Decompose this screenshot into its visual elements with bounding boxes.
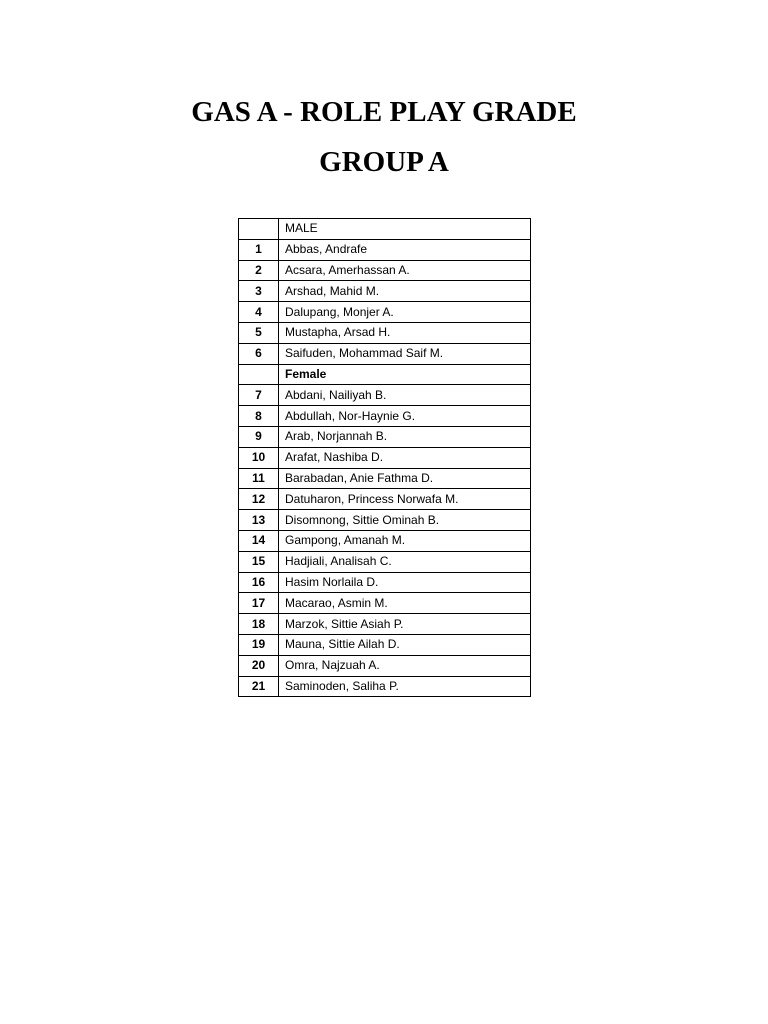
student-name: Macarao, Asmin M. <box>279 593 531 614</box>
table-row <box>239 614 531 635</box>
student-roster-table <box>238 218 531 697</box>
table-row <box>239 676 531 697</box>
table-row <box>239 572 531 593</box>
table-row <box>239 426 531 447</box>
row-number: 19 <box>239 634 279 655</box>
row-number: 11 <box>239 468 279 489</box>
student-name: Datuharon, Princess Norwafa M. <box>279 489 531 510</box>
female-section-header <box>239 364 531 385</box>
row-number: 16 <box>239 572 279 593</box>
table-row <box>239 260 531 281</box>
table-row <box>239 239 531 260</box>
table-row <box>239 510 531 531</box>
row-number: 1 <box>239 239 279 260</box>
student-name: Acsara, Amerhassan A. <box>279 260 531 281</box>
student-name: Hadjiali, Analisah C. <box>279 551 531 572</box>
student-name: Gampong, Amanah M. <box>279 530 531 551</box>
student-name: Arshad, Mahid M. <box>279 281 531 302</box>
student-name: Mustapha, Arsad H. <box>279 322 531 343</box>
female-header-label: Female <box>279 364 531 385</box>
table-row <box>239 322 531 343</box>
student-name: Arab, Norjannah B. <box>279 426 531 447</box>
student-name: Arafat, Nashiba D. <box>279 447 531 468</box>
section-number-cell <box>239 364 279 385</box>
male-section-header <box>239 219 531 240</box>
student-name: Saminoden, Saliha P. <box>279 676 531 697</box>
student-name: Saifuden, Mohammad Saif M. <box>279 343 531 364</box>
student-name: Mauna, Sittie Ailah D. <box>279 634 531 655</box>
row-number: 9 <box>239 426 279 447</box>
row-number: 3 <box>239 281 279 302</box>
roster-body <box>239 219 531 697</box>
student-name: Dalupang, Monjer A. <box>279 302 531 323</box>
row-number: 5 <box>239 322 279 343</box>
table-row <box>239 593 531 614</box>
row-number: 10 <box>239 447 279 468</box>
table-row <box>239 281 531 302</box>
student-name: Abdullah, Nor-Haynie G. <box>279 406 531 427</box>
group-subtitle: GROUP A <box>319 146 449 178</box>
student-name: Hasim Norlaila D. <box>279 572 531 593</box>
student-name: Barabadan, Anie Fathma D. <box>279 468 531 489</box>
row-number: 15 <box>239 551 279 572</box>
row-number: 6 <box>239 343 279 364</box>
table-row <box>239 551 531 572</box>
row-number: 7 <box>239 385 279 406</box>
table-row <box>239 406 531 427</box>
male-header-label: MALE <box>279 219 531 240</box>
table-row <box>239 447 531 468</box>
student-name: Marzok, Sittie Asiah P. <box>279 614 531 635</box>
student-name: Omra, Najzuah A. <box>279 655 531 676</box>
table-row <box>239 634 531 655</box>
section-number-cell <box>239 219 279 240</box>
table-row <box>239 530 531 551</box>
row-number: 13 <box>239 510 279 531</box>
student-name: Abdani, Nailiyah B. <box>279 385 531 406</box>
row-number: 18 <box>239 614 279 635</box>
student-name: Abbas, Andrafe <box>279 239 531 260</box>
table-row <box>239 385 531 406</box>
student-name: Disomnong, Sittie Ominah B. <box>279 510 531 531</box>
row-number: 12 <box>239 489 279 510</box>
row-number: 2 <box>239 260 279 281</box>
row-number: 14 <box>239 530 279 551</box>
row-number: 21 <box>239 676 279 697</box>
table-row <box>239 655 531 676</box>
row-number: 20 <box>239 655 279 676</box>
table-row <box>239 302 531 323</box>
row-number: 17 <box>239 593 279 614</box>
table-row <box>239 489 531 510</box>
row-number: 8 <box>239 406 279 427</box>
table-row <box>239 343 531 364</box>
row-number: 4 <box>239 302 279 323</box>
table-row <box>239 468 531 489</box>
document-title: GAS A - ROLE PLAY GRADE <box>191 96 577 128</box>
